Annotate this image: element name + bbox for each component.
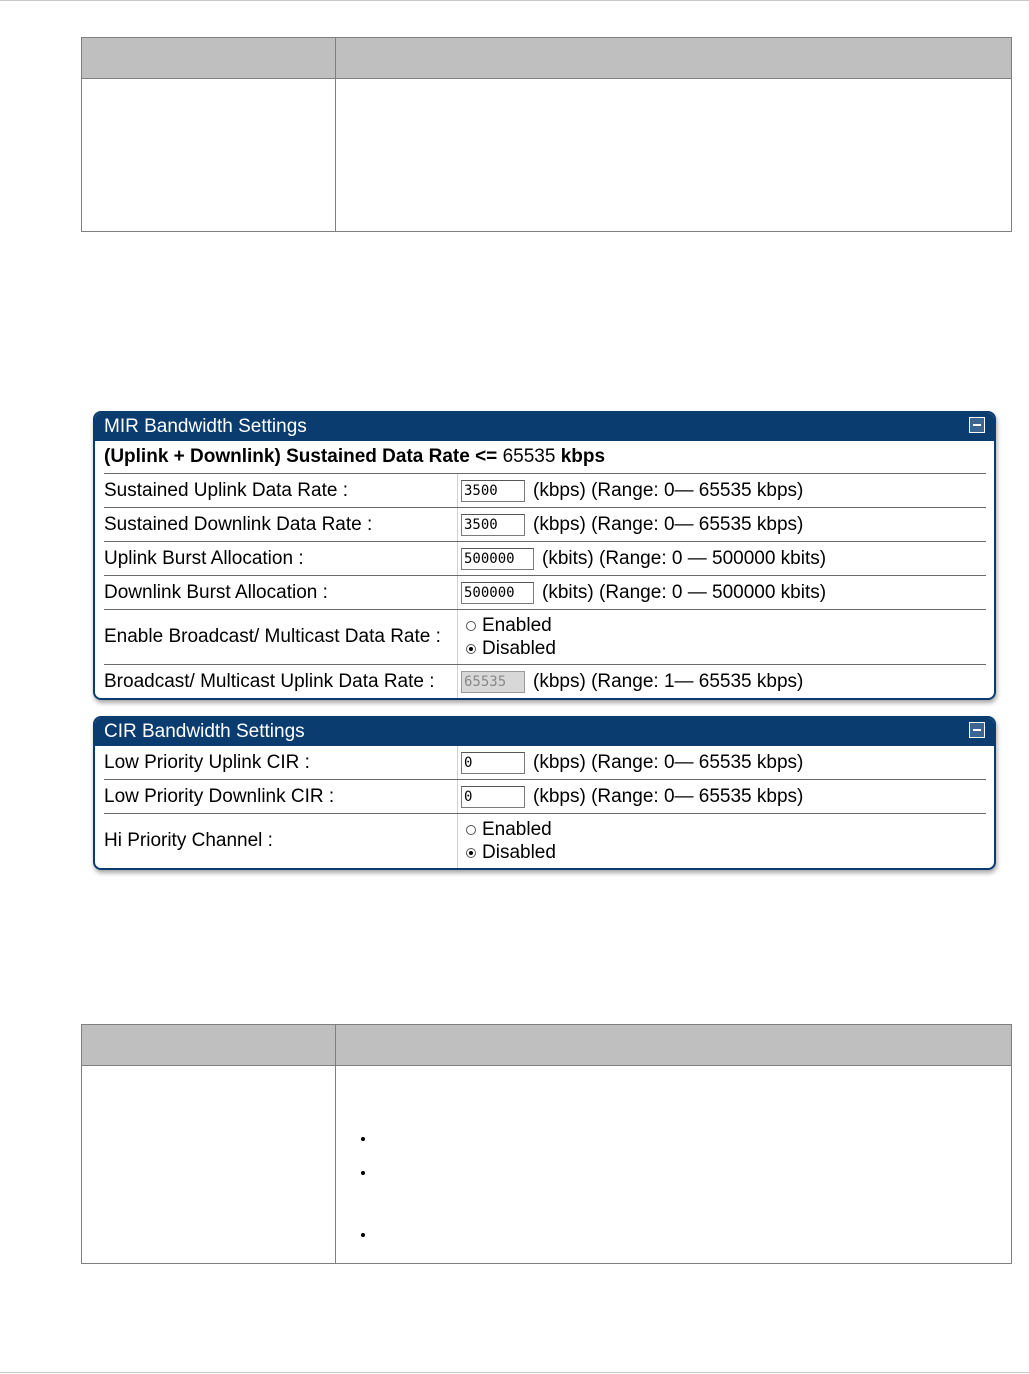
range-text: (kbps) (Range: 1— 65535 kbps) (533, 670, 804, 692)
field-label: Enable Broadcast/ Multicast Data Rate : (104, 610, 458, 664)
collapse-icon[interactable] (969, 417, 985, 433)
radio-off[interactable] (466, 621, 476, 631)
option-label: Disabled (482, 842, 556, 863)
hi-priority-enabled-option[interactable] (466, 818, 556, 841)
range-text: (kbits) (Range: 0 — 500000 kbits) (542, 581, 827, 603)
summary-prefix: (Uplink + Downlink) Sustained Data Rate <= (104, 446, 498, 467)
table-header-row (82, 38, 1012, 79)
field-label: Broadcast/ Multicast Uplink Data Rate : (104, 665, 458, 698)
attribute-table-top (81, 37, 1012, 232)
top-page-rule (0, 0, 1029, 1)
summary-value: 65535 (502, 446, 556, 467)
downlink-burst-input[interactable] (461, 582, 534, 604)
sustained-uplink-input[interactable] (461, 480, 525, 502)
header-cell (82, 38, 336, 79)
low-priority-uplink-input[interactable] (461, 752, 525, 774)
option-label: Enabled (482, 819, 552, 840)
list-item (376, 1130, 1011, 1152)
radio-selected[interactable] (466, 848, 476, 858)
mir-bandwidth-panel (93, 411, 996, 700)
low-priority-downlink-input[interactable] (461, 786, 525, 808)
range-text: (kbps) (Range: 0— 65535 kbps) (533, 785, 804, 807)
broadcast-rate-row (104, 665, 986, 698)
table-cell (336, 1066, 1012, 1264)
sustained-downlink-row (104, 508, 986, 542)
table-row (82, 1066, 1012, 1264)
sustained-uplink-row (104, 474, 986, 508)
downlink-burst-row (104, 576, 986, 610)
range-text: (kbps) (Range: 0— 65535 kbps) (533, 513, 804, 535)
low-priority-downlink-row (104, 780, 986, 814)
table-cell (82, 79, 336, 232)
field-label: Sustained Downlink Data Rate : (104, 508, 458, 541)
header-cell (336, 38, 1012, 79)
uplink-burst-input[interactable] (461, 548, 534, 570)
panel-title: MIR Bandwidth Settings (104, 416, 307, 437)
table-header-row (82, 1025, 1012, 1066)
hi-priority-disabled-option[interactable] (466, 841, 556, 864)
option-label: Enabled (482, 615, 552, 636)
radio-selected[interactable] (466, 644, 476, 654)
bullet-list (336, 1130, 1011, 1248)
list-item (376, 1226, 1011, 1248)
field-label: Sustained Uplink Data Rate : (104, 474, 458, 507)
range-text: (kbits) (Range: 0 — 500000 kbits) (542, 547, 827, 569)
header-cell (82, 1025, 336, 1066)
range-text: (kbps) (Range: 0— 65535 kbps) (533, 479, 804, 501)
panel-header (95, 718, 994, 746)
field-label: Uplink Burst Allocation : (104, 542, 458, 575)
panel-header (95, 413, 994, 441)
list-item (376, 1164, 1011, 1186)
broadcast-enable-row (104, 610, 986, 665)
hi-priority-row (104, 814, 986, 868)
cir-bandwidth-panel (93, 716, 996, 870)
bottom-page-rule (0, 1372, 1029, 1373)
broadcast-radio-group (458, 614, 556, 660)
option-label: Disabled (482, 638, 556, 659)
low-priority-uplink-row (104, 746, 986, 780)
broadcast-disabled-option[interactable] (466, 637, 556, 660)
summary-unit: kbps (560, 446, 606, 467)
sustained-downlink-input[interactable] (461, 514, 525, 536)
table-row (82, 79, 1012, 232)
broadcast-enabled-option[interactable] (466, 614, 556, 637)
attribute-table-bottom (81, 1024, 1012, 1264)
field-label: Low Priority Uplink CIR : (104, 746, 458, 779)
field-label: Hi Priority Channel : (104, 814, 458, 868)
broadcast-rate-input (461, 671, 525, 693)
panel-title: CIR Bandwidth Settings (104, 721, 305, 742)
field-label: Downlink Burst Allocation : (104, 576, 458, 609)
uplink-burst-row (104, 542, 986, 576)
collapse-icon[interactable] (969, 722, 985, 738)
hi-priority-radio-group (458, 818, 556, 864)
table-cell (82, 1066, 336, 1264)
field-label: Low Priority Downlink CIR : (104, 780, 458, 813)
radio-off[interactable] (466, 825, 476, 835)
range-text: (kbps) (Range: 0— 65535 kbps) (533, 751, 804, 773)
header-cell (336, 1025, 1012, 1066)
sustained-rate-summary (104, 441, 986, 474)
table-cell (336, 79, 1012, 232)
